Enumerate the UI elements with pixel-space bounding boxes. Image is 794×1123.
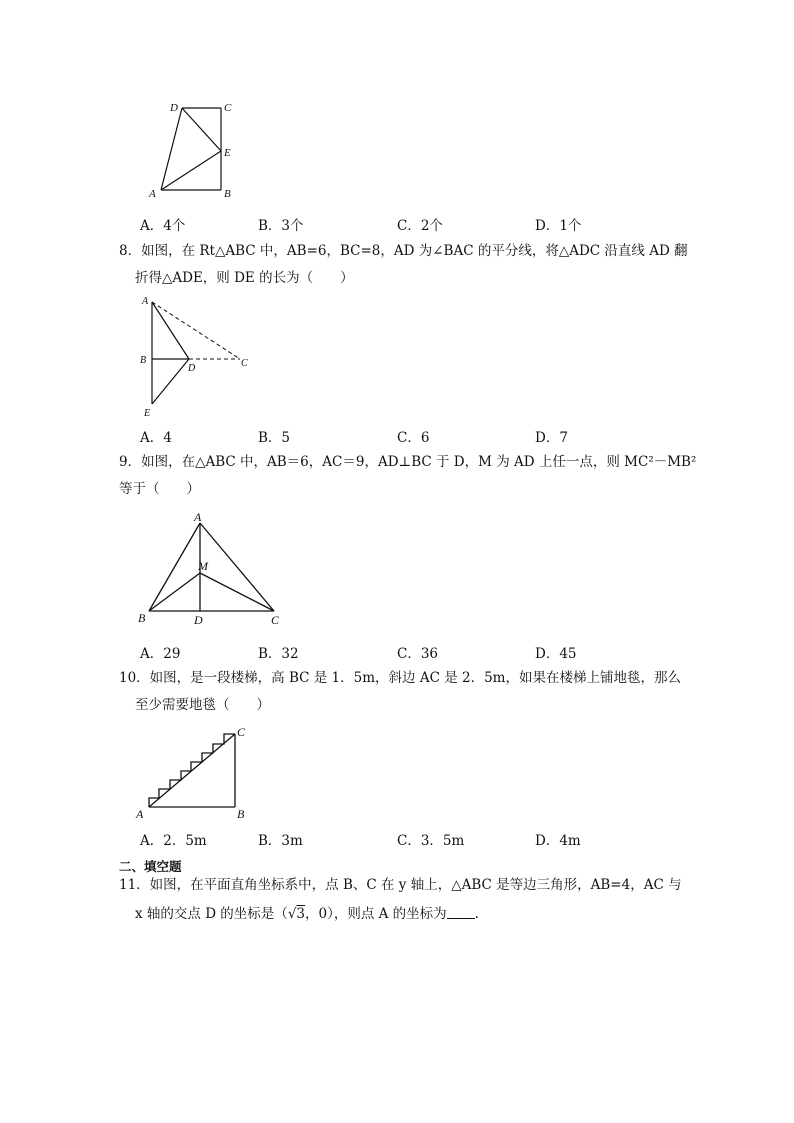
- q9-option-a[interactable]: A．29: [140, 646, 181, 662]
- q7-option-b[interactable]: B．3个: [258, 218, 304, 234]
- q7-label-C: C: [224, 102, 232, 114]
- q10-option-a[interactable]: A．2．5m: [140, 833, 207, 849]
- q8-option-b[interactable]: B．5: [258, 430, 291, 446]
- q10-stem-line2: 至少需要地毯（ ）: [135, 697, 270, 713]
- q9-option-b[interactable]: B．32: [258, 646, 299, 662]
- q8-label-E: E: [144, 408, 151, 419]
- q8-label-B: B: [140, 355, 147, 366]
- q11-stem-line2-end: ．: [474, 906, 489, 922]
- q9-label-M: M: [198, 559, 208, 573]
- q7-label-B: B: [224, 188, 231, 200]
- q9-label-D: D: [194, 613, 203, 627]
- q11-answer-blank[interactable]: [447, 906, 475, 919]
- sqrt-symbol: √: [287, 906, 297, 922]
- q7-label-E: E: [224, 147, 231, 159]
- q8-option-a[interactable]: A．4: [140, 430, 172, 446]
- q9-figure: [135, 505, 295, 630]
- q8-stem-line1: 8．如图，在 Rt△ABC 中，AB=6，BC=8，AD 为∠BAC 的平分线，将△ADC 沿直线 AD 翻: [119, 243, 688, 259]
- q9-option-d[interactable]: D．45: [535, 646, 577, 662]
- q11-stem-line2-part1: x 轴的交点 D 的坐标是（: [135, 906, 288, 922]
- q8-figure: [135, 292, 260, 422]
- section-heading-fill-in: 二、填空题: [119, 859, 182, 874]
- q9-stem-line1: 9．如图，在△ABC 中，AB＝6，AC＝9，AD⊥BC 于 D，M 为 AD 上任一点，则 MC²－MB²: [119, 454, 697, 470]
- q11-stem-line2-part2: ，0），则点 A 的坐标为: [305, 906, 447, 922]
- q7-figure: [140, 98, 250, 203]
- q11-stem-line2: [135, 905, 488, 923]
- q8-stem-line2: 折得△ADE，则 DE 的长为（ ）: [135, 270, 354, 286]
- q10-option-d[interactable]: D．4m: [535, 833, 581, 849]
- q10-label-B: B: [237, 807, 245, 821]
- q10-option-b[interactable]: B．3m: [258, 833, 303, 849]
- q11-stem-line1: 11．如图，在平面直角坐标系中，点 B、C 在 y 轴上，△ABC 是等边三角形，AB=4，AC 与: [119, 877, 682, 893]
- q8-option-c[interactable]: C．6: [397, 430, 430, 446]
- q8-label-D: D: [188, 363, 196, 374]
- q10-option-c[interactable]: C．3．5m: [397, 833, 465, 849]
- q7-option-a[interactable]: A．4个: [140, 218, 186, 234]
- q10-label-C: C: [237, 725, 246, 739]
- q7-label-A: A: [149, 188, 156, 200]
- q7-option-d[interactable]: D．1个: [535, 218, 582, 234]
- q8-label-C: C: [241, 358, 248, 369]
- q9-label-A: A: [194, 510, 202, 524]
- q8-option-d[interactable]: D．7: [535, 430, 568, 446]
- q9-stem-line2: 等于（ ）: [119, 481, 200, 497]
- q8-label-A: A: [142, 296, 149, 307]
- q11-sqrt-radicand: 3: [296, 906, 306, 922]
- q7-option-c[interactable]: C．2个: [397, 218, 443, 234]
- q9-label-C: C: [271, 613, 280, 627]
- q10-stem-line1: 10．如图，是一段楼梯，高 BC 是 1．5m，斜边 AC 是 2．5m，如果在楼梯上铺地毯，那么: [119, 670, 681, 686]
- q7-label-D: D: [170, 102, 178, 114]
- q10-figure: [135, 722, 260, 822]
- q9-label-B: B: [138, 611, 146, 625]
- q9-option-c[interactable]: C．36: [397, 646, 439, 662]
- q10-label-A: A: [136, 807, 144, 821]
